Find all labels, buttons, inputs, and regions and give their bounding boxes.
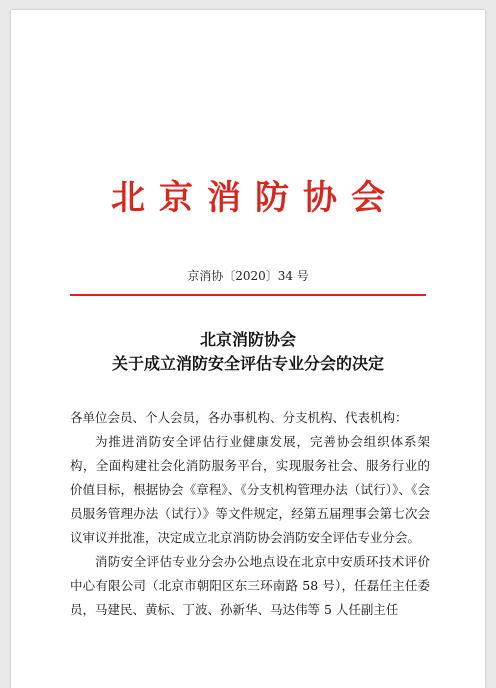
paragraph-1: 为推进消防安全评估行业健康发展，完善协会组织体系架构，全面构建社会化消防服务平台，实现服务社会、服务行业的价值目标，根据协会《章程》、《分支机构管理办法（试行）》、《会员服务管理办法（试行）》等文件规定，经第五届理事会第七次会议审议并批准，决定成立北京消防协会消防安全评估专业分会。 [70,434,430,545]
salutation: 各单位会员、个人会员，各办事机构、分支机构、代表机构： [70,410,408,425]
paragraph-2: 消防安全评估专业分会办公地点设在北京中安质环技术评价中心有限公司（北京市朝阳区东三环南路 58 号），任磊任主任委员，马建民、黄标、丁波、孙新华、马达伟等 5 人任副主任 [70,554,430,617]
document-body [70,406,430,622]
document-heading-line2: 关于成立消防安全评估专业分会的决定 [111,354,384,373]
organization-title: 北京消防协会 [111,178,399,218]
document-page [11,10,485,688]
red-divider-line [70,294,426,296]
document-number: 京消协〔2020〕34 号 [187,269,309,283]
document-heading-line1: 北京消防协会 [199,330,296,349]
